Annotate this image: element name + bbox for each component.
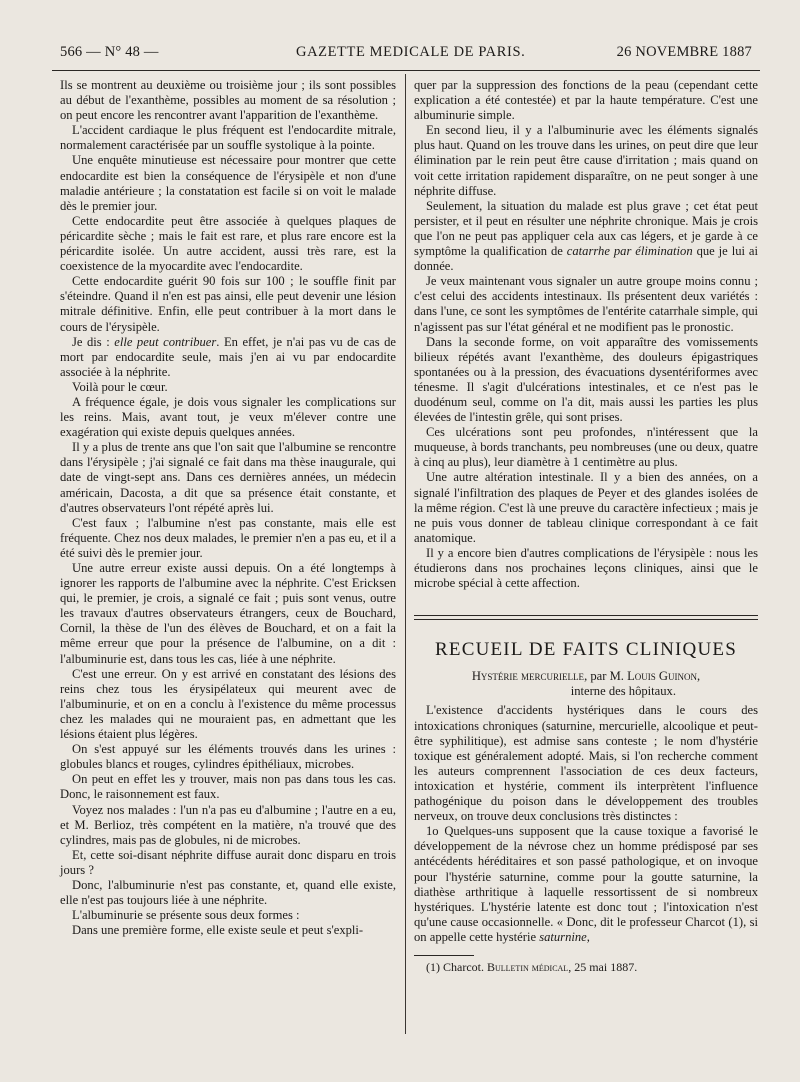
paragraph: Ces ulcérations sont peu profondes, n'intéressent que la muqueuse, à bords tranchants, peu nombreuses (une ou deux, quatre à cinq au plus), leur diamètre à 1 centimètre au plus. <box>414 425 758 470</box>
paragraph: L'existence d'accidents hystériques dans le cours des intoxications chroniques (saturnine, mercurielle, alcoolique et peut-être syphilitique), est admise sans conteste ; le nom d'hystérie toxique est généralement adopté. Mais, si l'on recherche comment les auteurs comprennent l'association de ces deux facteurs, intoxication et hystérie, comment ils interprètent l'influence pathogénique du poison dans le développement des troubles nerveux, on trouve deux conclusions très distinctes : <box>414 703 758 824</box>
paragraph: Une enquête minutieuse est nécessaire pour montrer que cette endocardite est bien la conséquence de l'érysipèle et non d'une maladie antérieure ; la constatation est facile si on voit le malade dès le premier jour. <box>60 153 396 213</box>
section-title: RECUEIL DE FAITS CLINIQUES <box>435 639 737 661</box>
paragraph: L'albuminurie se présente sous deux formes : <box>72 908 300 923</box>
paragraph: Une autre altération intestinale. Il y a bien des années, on a signalé l'infiltration des plaques de Peyer et des glandes isolées de la même région. C'est là une preuve du caractère infectieux ; mais je ne puis vous donner de tableau clinique correspondant à ce fait anatomique. <box>414 470 758 545</box>
text-run: (1) Charcot. <box>426 959 487 974</box>
paragraph: Ils se montrent au deuxième ou troisième jour ; ils sont possibles au début de l'exanthème, possibles au moment de sa résolution ; on peut encore les rencontrer avant l'apparition de l'exanthème. <box>60 78 396 123</box>
paragraph: C'est faux ; l'albumine n'est pas constante, mais elle est fréquente. Chez nos deux malades, le premier n'en a pas eu, et il a été suivi dès le premier jour. <box>60 515 396 560</box>
paragraph: A fréquence égale, je dois vous signaler les complications sur les reins. Mais, avant tout, je veux m'élever contre une exagération qui existe depuis quelques années. <box>60 394 396 440</box>
text-run: 1o Quelques-uns supposent que la cause toxique a favorisé le développement de la névrose chez un homme prédisposé par ses antécédents héréditaires et son passé pathologique, et on invoque pour l'hystérie saturnine, comme pour la goutte saturnine, la diathèse arthritique à laquelle ressortissent de si nombreux hystériques. L'hystérie latente est donc tout ; l'intoxication n'est qu'une cause occasionnelle. « Donc, dit le professeur Charcot (1), si on appelle cette hystérie <box>414 824 758 944</box>
paragraph: En second lieu, il y a l'albuminurie avec les éléments signalés plus haut. Quand on les trouve dans les urines, on peut dire que leur élimination par le rein peut être cause d'irritation ; mais quand on voit cette irritation rapidement disparaître, on ne peut songer à une néphrite diffuse. <box>414 123 758 198</box>
section-rule <box>414 615 758 616</box>
emphasis: elle peut contribuer <box>114 334 217 349</box>
author-role: interne des hôpitaux. <box>570 684 676 699</box>
right-column <box>414 78 758 975</box>
paragraph: Cette endocardite peut être associée à quelques plaques de péricardite sèche ; mais le fait est rare, et plus rare encore est la péricardite isolée. Un autre accident, aussi très rare, est la coexistence de la myocardite avec l'endocardite. <box>60 213 396 274</box>
paragraph: Il y a encore bien d'autres complications de l'érysipèle : nous les étudierons dans nos prochaines leçons cliniques, ainsi que le microbe spécial à cette affection. <box>414 545 758 591</box>
paragraph: Une autre erreur existe aussi depuis. On a été longtemps à ignorer les rapports de l'albumine avec la néphrite. C'est Ericksen qui, le premier, je crois, a signalé ce fait ; puis sont venus, outre les travaux d'autres observateurs étrangers, ceux de Bouchard, Cornil, la thèse de l'un des élèves de Bouchard, et on a fait la même erreur que pour la présence de l'albumine, on a dit : l'albuminurie est, dans tous les cas, liée à une néphrite. <box>60 561 396 666</box>
paragraph: On peut en effet les y trouver, mais non pas dans tous les cas. Donc, le raisonnement est faux. <box>60 772 396 802</box>
paragraph: Et, cette soi-disant néphrite diffuse aurait donc disparu en trois jours ? <box>60 847 396 877</box>
footnote-journal: Bulletin médical <box>486 959 569 974</box>
text-run: , 25 mai 1887. <box>568 959 638 974</box>
paragraph <box>414 824 758 945</box>
paragraph: L'accident cardiaque le plus fréquent est l'endocardite mitrale, normalement caractérisée par un souffle systolique à la pointe. <box>60 123 396 153</box>
paragraph: Dans une première forme, elle existe seule et peut s'expli- <box>72 923 364 938</box>
footnote <box>414 960 758 975</box>
paragraph: Cette endocardite guérit 90 fois sur 100 ; le souffle finit par s'éteindre. Quand il n'en est pas ainsi, elle peut devenir une lésion mitrale définitive. Enfin, elle peut contribuer à la mort dans le cours de l'érysipèle. <box>60 274 396 334</box>
text-run: . En effet, je n'ai pas vu de cas de mort par endocardite seule, mais j'en ai vu par endocardite associée à la néphrite. <box>60 334 397 379</box>
text-run: Je dis : <box>72 334 115 349</box>
paragraph: Voilà pour le cœur. <box>72 379 168 394</box>
text-run: , <box>697 669 701 684</box>
article-subtitle <box>414 669 758 684</box>
page-header <box>60 44 752 66</box>
section-rule <box>414 619 758 620</box>
paragraph: quer par la suppression des fonctions de la peau (cependant cette explication a été contestée) et par la haute température. C'est une albuminurie simple. <box>414 78 758 123</box>
header-rule <box>52 70 760 71</box>
paragraph: Je veux maintenant vous signaler un autre groupe moins connu ; c'est celui des accidents intestinaux. Ils présentent deux variétés : dans l'une, ce sont les symptômes de l'entérite catarrhale simple, qui n'agissent pas sur l'état général et ne modifient pas le pronostic. <box>414 274 758 334</box>
paragraph <box>60 335 396 380</box>
emphasis: catarrhe par élimination <box>566 244 693 259</box>
article-topic: Hystérie mercurielle <box>471 669 585 684</box>
text-run: que je lui ai donnée. <box>414 244 759 274</box>
footnote-rule <box>414 955 474 956</box>
emphasis: saturnine <box>539 929 587 944</box>
paragraph: Voyez nos malades : l'un n'a pas eu d'albumine ; l'autre en a eu, et M. Berlioz, très compétent en la matière, n'a trouvé que des cylindres, mais pas de globules, ni de microbes. <box>60 802 396 847</box>
left-column <box>60 78 396 938</box>
column-divider <box>405 74 406 1034</box>
paragraph: C'est une erreur. On y est arrivé en constatant des lésions des reins chez tous les érysipélateux qui meurent avec de l'albuminurie, et on en a conclu à l'existence du même processus chez les malades qui ne mouraient pas, en admettant que les lésions étaient plus légères. <box>60 666 396 742</box>
text-run: , par M. <box>584 669 628 684</box>
paragraph: Dans la seconde forme, on voit apparaître des vomissements bilieux répétés avant l'exanthème, des douleurs épigastriques spontanées ou à la pression, des évacuations dysentériformes avec ténesme. Il s'agit d'ulcérations intestinales, et ce n'est pas le duodénum seul, comme on l'a dit, mais aussi les parties les plus élevées de l'intestin grêle, qui sont prises. <box>414 334 758 425</box>
paragraph <box>414 199 758 274</box>
page-number: 566 — N° 48 — <box>60 44 159 60</box>
journal-title: GAZETTE MEDICALE DE PARIS. <box>296 44 526 60</box>
article-author: Louis Guinon <box>627 669 698 684</box>
text-run: Seulement, la situation du malade est plus grave ; cet état peut persister, et il peut en résulter une néphrite chronique. Mais je crois que l'on ne peut pas appliquer cela aux cas légers, et je garde à ce symptôme la qualification de <box>414 198 758 259</box>
paragraph: Donc, l'albuminurie n'est pas constante, et, quand elle existe, elle n'est pas toujours liée à une néphrite. <box>60 877 396 908</box>
paragraph: Il y a plus de trente ans que l'on sait que l'albumine se rencontre dans l'érysipèle ; j'ai signalé ce fait dans ma thèse inaugurale, qui date de vingt-sept ans. Dans ces dernières années, un médecin américain, Dacosta, a dit que sa présence était constante, et d'autres observateurs l'ont répété après lui. <box>60 440 396 515</box>
issue-date: 26 NOVEMBRE 1887 <box>616 44 752 60</box>
paragraph: On s'est appuyé sur les éléments trouvés dans les urines : globules blancs et rouges, cylindres épithéliaux, microbes. <box>60 742 396 772</box>
text-run: , <box>586 929 590 944</box>
